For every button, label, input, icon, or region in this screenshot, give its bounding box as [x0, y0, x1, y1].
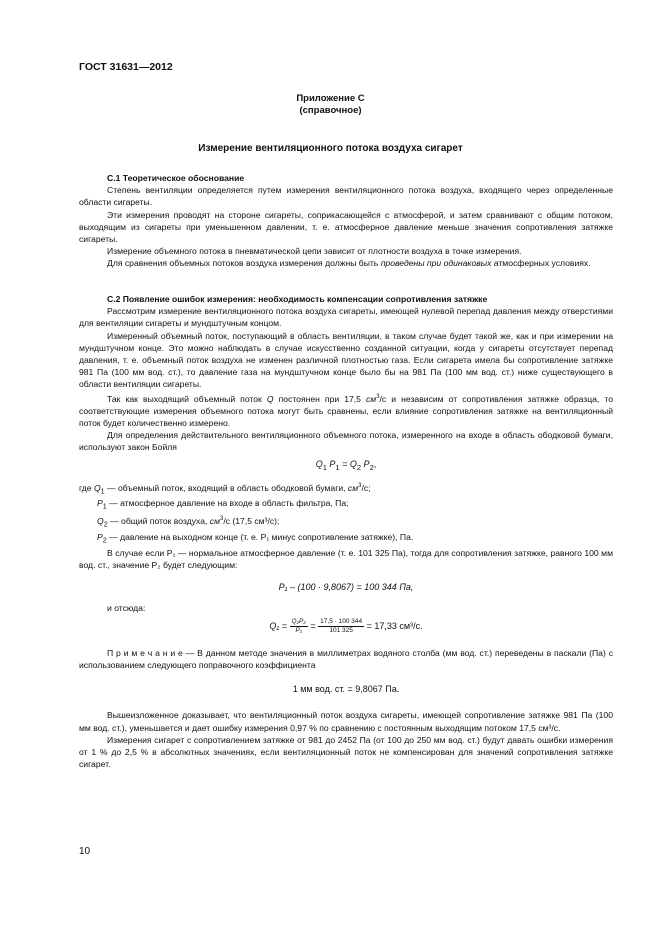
where-item: где $Q_1$ — объемный поток, входящий в область ободковой бумаги, $см^3/с$; — [79, 482, 371, 496]
paragraph: Рассмотрим измерение вентиляционного потока воздуха сигареты, имеющей нулевой перепад давления между отверстиями для вентиляции сигареты и мундштучным концом. — [79, 306, 613, 329]
paragraph: Измерения сигарет с сопротивлением затяжке от 981 до 2452 Па (от 100 до 250 мм вод. ст.) будут давать ошибки измерения от 1 % до 2,5 % в абсолютных значениях, если вентиляционный поток не компенсирован для значений сопротивления затяжке сигарет. — [79, 734, 613, 770]
paragraph: Эти измерения проводят на стороне сигареты, соприкасающейся с атмосферой, и затем сравнивают с общим потоком, выходящим из сигареты при уменьшенном давлении, т. е. атмосферное давление меньше значения сопротивления затяжке сигареты. — [79, 209, 613, 245]
where-item: $P_2$ — давление на выходном конце (т. е. P₁ минус сопротивление затяжке), Па. — [97, 531, 414, 545]
fraction: $\frac{\text{Q₂P₂}}{\text{P₁}}$ — [291, 617, 306, 634]
paragraph: Так как выходящий объемный поток Q постоянен при 17,5 $см^3/с$ и независим от сопротивления затяжке образца, то соответствующие измерения объемного потока могут быть сравнены, если влияние сопротивления затяжке на вентиляционный поток будет количественно измерено. — [79, 393, 613, 428]
document-title: Измерение вентиляционного потока воздуха сигарет — [198, 143, 463, 154]
section-c1 — [79, 172, 613, 270]
standard-header: ГОСТ 31631—2012 — [79, 61, 173, 73]
section-heading: С.1 Теоретическое обоснование — [107, 173, 245, 183]
appendix-title: Приложение С — [296, 93, 365, 104]
paragraph: Степень вентиляции определяется путем измерения вентиляционного потока воздуха, входящего через определенные области сигареты. — [79, 185, 613, 208]
paragraph: Измерение объемного потока в пневматической цепи зависит от плотности воздуха в точке измерения. — [107, 246, 522, 257]
pressure-formula: P₁ – (100 · 9,8067) = 100 344 Па, — [278, 582, 414, 593]
section-heading: С.2 Появление ошибок измерения: необходимость компенсации сопротивления затяжке — [107, 294, 488, 304]
paragraph: и отсюда: — [107, 602, 146, 613]
where-item: $Q_2$ — общий поток воздуха, $см^3/с$ (17,5 см³/с); — [97, 516, 280, 529]
paragraph: Вышеизложенное доказывает, что вентиляционный поток воздуха сигареты, имеющей сопротивление затяжке 981 Па (100 мм вод. ст.), уменьшается и дает ошибку измерения 0,97 % по сравнению с постоянным выходящим потоком 17,5 см³/с. — [79, 710, 613, 733]
section-c2 — [79, 293, 613, 770]
flow-formula: Q₁ = $\frac{\text{Q₂P₂}}{\text{P₁}}$ = $\frac{17,5 \cdot 100 344}{101 325}$ = 17,33 см³/с. — [269, 617, 423, 634]
fraction: $\frac{17,5 \cdot 100 344}{101 325}$ — [320, 617, 363, 634]
appendix-subtitle: (справочное) — [299, 105, 362, 116]
where-list — [79, 480, 613, 547]
conversion-formula: 1 мм вод. ст. = 9,8067 Па. — [292, 684, 400, 695]
boyle-formula: $Q_1$ $P_1 = Q_2$ $P_2$, — [315, 458, 377, 472]
paragraph: Для сравнения объемных потоков воздуха измерения должны быть проведены при одинаковых атмосферных условиях. — [107, 258, 591, 269]
page-number: 10 — [79, 846, 91, 857]
paragraph: Для определения действительного вентиляционного объемного потока, измеренного на входе в область ободковой бумаги, используют закон Бойля — [79, 430, 613, 453]
paragraph: Измеренный объемный поток, поступающий в область вентиляции, в таком случае будет такой же, как и при измерении на мундштучном конце. Это можно наблюдать в случае искусственно созданной ситуации, когда у сигареты отсутствует перепад давления, т. е. объемный поток воздуха не изменен различной плотностью газа. Если сигарета имела бы сопротивление затяжке 981 Па (100 мм вод. ст.), то давление газа на мундштучном конце было бы на 981 Па (100 мм вод. ст.) ниже существующего в области вентиляции сигареты. — [79, 330, 613, 390]
where-item: $P_1$ — атмосферное давление на входе в область фильтра, Па; — [97, 498, 349, 511]
note: П р и м е ч а н и е — В данном методе значения в миллиметрах водяного столба (мм вод. ст.) переведены в паскали (Па) с использованием следующего поправочного коэффициента — [79, 647, 613, 670]
paragraph: В случае если P₁ — нормальное атмосферное давление (т. е. 101 325 Па), тогда для сопротивления затяжке, равного 100 мм вод. ст., значение P₂ будет следующим: — [79, 547, 613, 571]
